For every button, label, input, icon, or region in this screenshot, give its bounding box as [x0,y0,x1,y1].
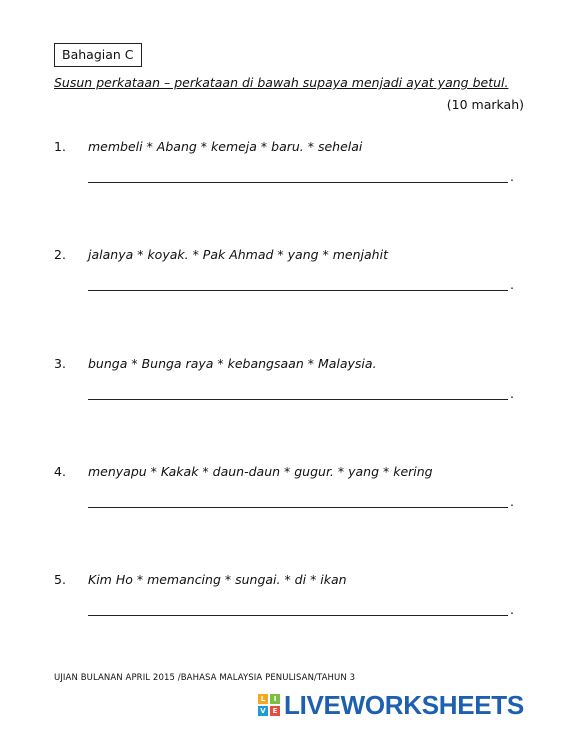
question-number: 3. [54,356,66,371]
answer-line-2[interactable] [88,290,508,291]
total-marks: (10 markah) [446,97,524,112]
answer-line-4[interactable] [88,507,508,508]
question-number: 5. [54,572,66,587]
section-label: Bahagian C [62,47,134,62]
question-words: membeli * Abang * kemeja * baru. * sehelai [88,139,363,154]
answer-end-period: . [510,386,514,401]
question-words: Kim Ho * memancing * sungai. * di * ikan [88,572,347,587]
liveworksheets-logo[interactable] [258,692,524,718]
logo-letter-i: I [270,694,280,704]
answer-end-period: . [510,494,514,509]
logo-letter-e: E [270,706,280,716]
liveworksheets-logo-icon [258,694,280,716]
answer-line-5[interactable] [88,615,508,616]
answer-end-period: . [510,169,514,184]
answer-end-period: . [510,602,514,617]
answer-end-period: . [510,277,514,292]
liveworksheets-wordmark: LIVEWORKSHEETS [284,690,524,720]
question-words: jalanya * koyak. * Pak Ahmad * yang * menjahit [88,247,388,262]
footer-text: UJIAN BULANAN APRIL 2015 /BAHASA MALAYSIA PENULISAN/TAHUN 3 [54,673,356,683]
question-number: 1. [54,139,66,154]
logo-letter-l: L [258,694,268,704]
section-label-box [54,43,142,67]
instruction-text: Susun perkataan – perkataan di bawah supaya menjadi ayat yang betul. [54,75,509,90]
answer-line-1[interactable] [88,182,508,183]
question-number: 2. [54,247,66,262]
logo-letter-v: V [258,706,268,716]
question-number: 4. [54,464,66,479]
question-words: menyapu * Kakak * daun-daun * gugur. * yang * kering [88,464,433,479]
question-words: bunga * Bunga raya * kebangsaan * Malaysia. [88,356,377,371]
answer-line-3[interactable] [88,399,508,400]
